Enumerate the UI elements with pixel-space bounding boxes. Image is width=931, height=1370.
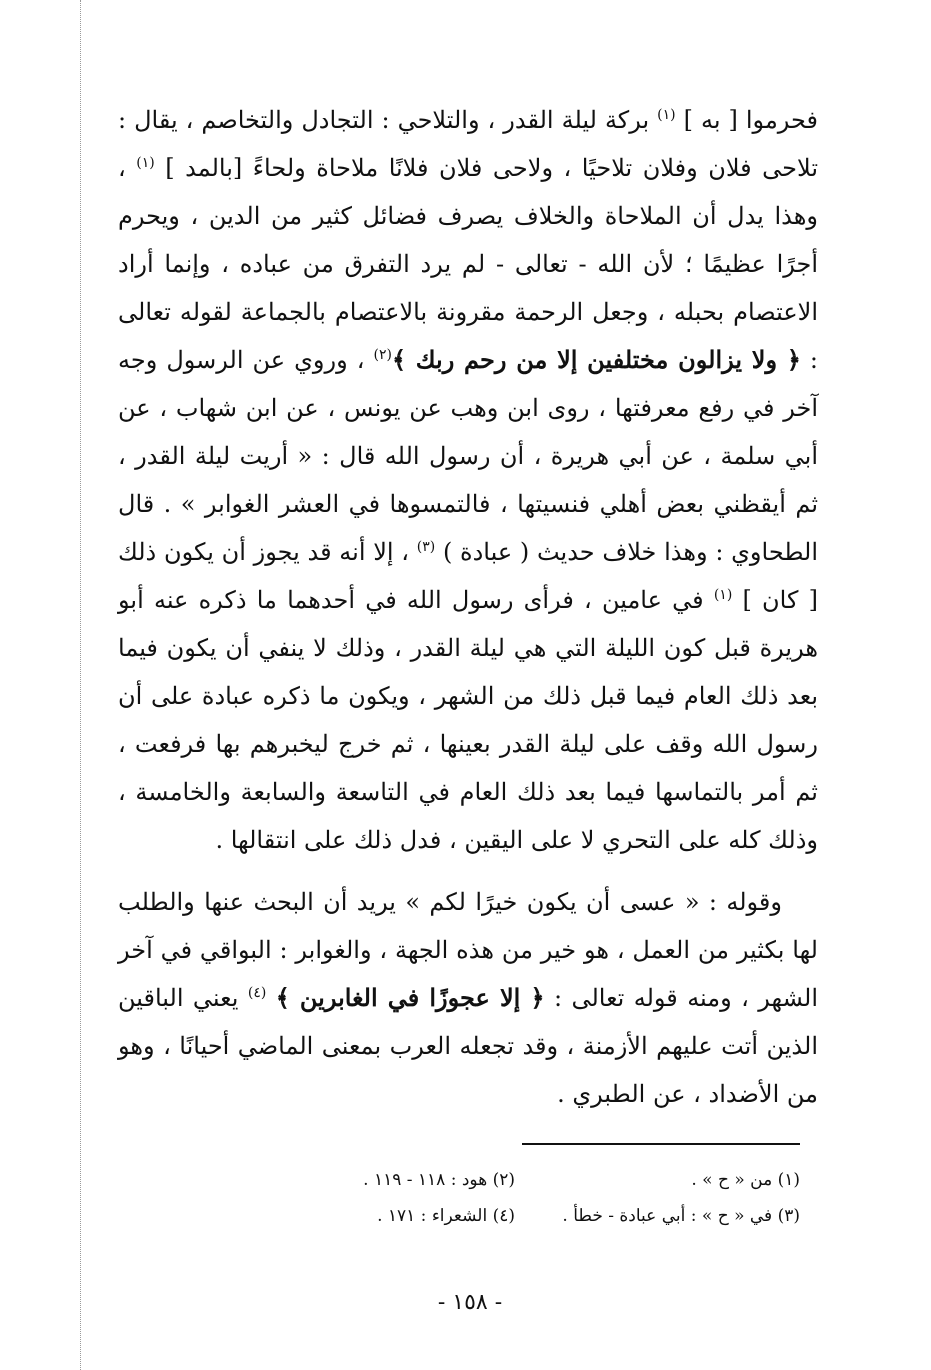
quran-verse: ﴿ إلا عجوزًا في الغابرين ﴾ — [275, 983, 545, 1012]
footnote-ref: (٢) — [373, 347, 392, 363]
text-run: ، وروي عن الرسول وجه آخر في رفع معرفتها ، روى ابن وهب عن يونس ، عن ابن شهاب ، عن أبي سلمة ، عن أبي هريرة ، أن رسول الله قال : « أريت ليلة القدر ، ثم أيقظني بعض أهلي فنسيتها ، فالتمسوها في العشر الغوابر » . قال الطحاوي : وهذا خلاف حديث ( عبادة ) — [118, 346, 818, 566]
footnote-ref: (٤) — [247, 985, 267, 1001]
text-run: ، إلا أنه قد يجوز أن يكون ذلك [ كان ] — [118, 538, 818, 614]
scan-edge-line — [80, 0, 81, 1370]
footnote-3: (٣) في « ح » : أبي عبادة - خطأ . — [562, 1206, 800, 1226]
page-number: - ١٥٨ - — [437, 1290, 503, 1315]
text-run: فحرموا [ به ] — [675, 106, 819, 134]
footnote-4: (٤) الشعراء : ١٧١ . — [377, 1206, 515, 1226]
quran-verse: ﴿ ولا يزالون مختلفين إلا من رحم ربك ﴾ — [391, 345, 801, 374]
footnote-row — [230, 1162, 800, 1198]
text-run: في عامين ، فرأى رسول الله في أحدهما ما ذكره عنه أبو هريرة قبل كون الليلة التي هي ليلة القدر ، وذلك لا ينفي أن يكون فيما بعد ذلك العام فيما قبل ذلك من الشهر ، ويكون ما ذكره عبادة على أن رسول الله وقف على ليلة القدر بعينها ، ثم خرج ليخبرهم بها فرفعت ، ثم أمر بالتماسها فيما بعد ذلك العام في التاسعة والسابعة والخامسة ، وذلك كله على التحري لا على اليقين ، فدل ذلك على انتقالها . — [118, 586, 819, 854]
text-run: يعني الباقين الذين أتت عليهم الأزمنة ، وقد تجعله العرب بمعنى الماضي أحيانًا ، وهو من الأضداد ، عن الطبري . — [118, 984, 818, 1108]
footnote-1: (١) من « ح » . — [691, 1170, 800, 1190]
footnote-separator — [522, 1143, 800, 1145]
footnote-row — [230, 1198, 800, 1234]
footnote-ref: (٣) — [416, 539, 436, 555]
footnote-ref: (١) — [713, 587, 733, 603]
paragraph-1 — [118, 96, 818, 864]
main-text — [118, 96, 818, 1118]
footnote-ref: (١) — [136, 155, 155, 171]
footnote-2: (٢) هود : ١١٨ - ١١٩ . — [363, 1170, 515, 1190]
text-run: وقوله : « عسى أن يكون خيرًا لكم » يريد أن البحث عنها والطلب لها بكثير من العمل ، هو خير من هذه الجهة ، والغوابر : البواقي في آخر الشهر ، ومنه قوله تعالى : — [118, 888, 818, 1012]
paragraph-2 — [118, 878, 818, 1118]
text-run — [266, 984, 275, 1012]
text-run: ، وهذا يدل أن الملاحاة والخلاف يصرف فضائل كثير من الدين ، ويحرم أجرًا عظيمًا ؛ لأن الله - تعالى - لم يرد التفرق من عباده ، وإنما أراد الاعتصام بحبله ، وجعل الرحمة مقرونة بالاعتصام بالجماعة لقوله تعالى : — [118, 154, 819, 374]
text-run: بركة ليلة القدر ، والتلاحي : التجادل والتخاصم ، يقال : تلاحى فلان وفلان تلاحيًا ، ولاحى فلان فلانًا ملاحاة ولحاءً [بالمد ] — [118, 106, 818, 182]
footnotes — [230, 1162, 800, 1234]
footnote-ref: (١) — [657, 107, 676, 123]
